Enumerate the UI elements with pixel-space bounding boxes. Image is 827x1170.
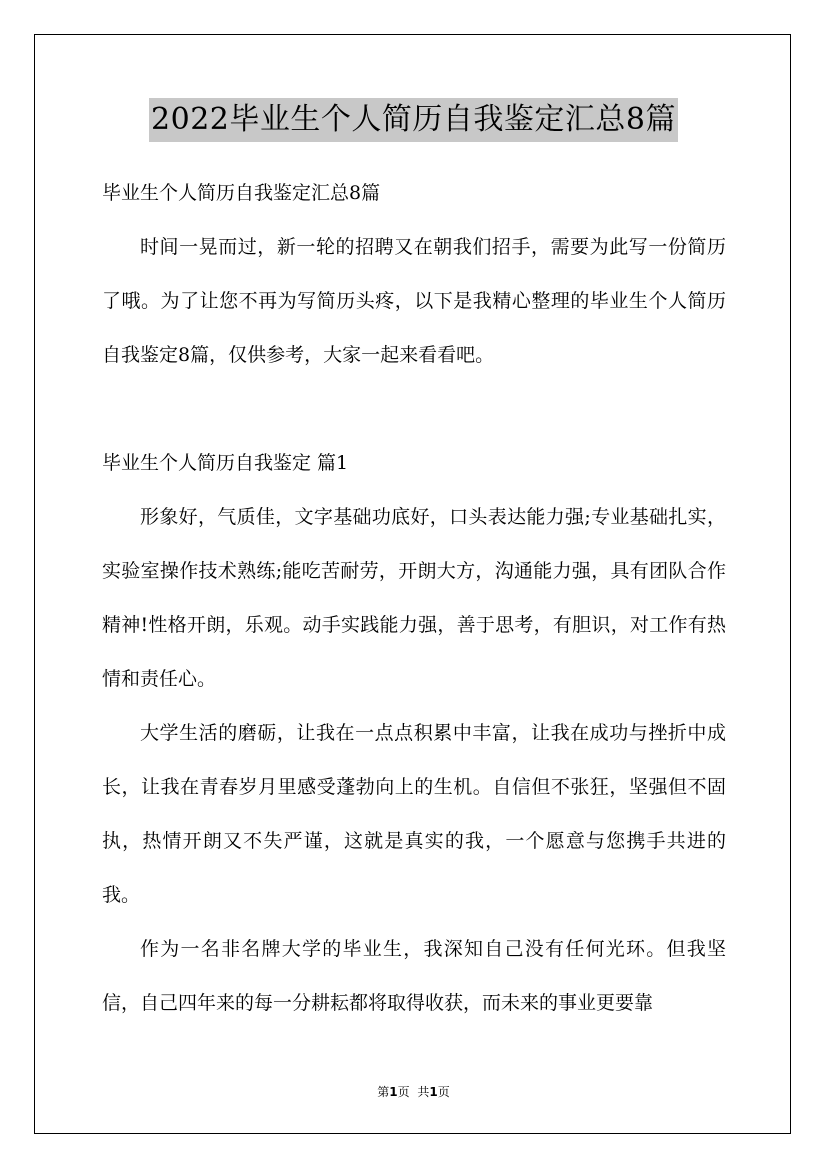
total-prefix: 共: [417, 1085, 430, 1099]
page-prefix: 第: [377, 1085, 390, 1099]
document-subtitle: 毕业生个人简历自我鉴定汇总8篇: [102, 182, 381, 204]
total-suffix: 页: [437, 1085, 450, 1099]
page-total: 1: [429, 1085, 438, 1099]
section-spacer: [102, 382, 726, 436]
intro-paragraph: 时间一晃而过，新一轮的招聘又在朝我们招手，需要为此写一份简历了哦。为了让您不再为写简历头疼，以下是我精心整理的毕业生个人简历自我鉴定8篇，仅供参考，大家一起来看看吧。: [102, 236, 726, 366]
document-title: 2022毕业生个人简历自我鉴定汇总8篇: [149, 98, 678, 142]
body-paragraph-2: 大学生活的磨砺，让我在一点点积累中丰富，让我在成功与挫折中成长，让我在青春岁月里感受蓬勃向上的生机。自信但不张狂，坚强但不固执，热情开朗又不失严谨，这就是真实的我，一个愿意与您携手共进的我。: [102, 722, 726, 906]
page-current: 1: [389, 1085, 398, 1099]
section-heading: 毕业生个人简历自我鉴定 篇1: [102, 452, 349, 474]
body-paragraph-3: 作为一名非名牌大学的毕业生，我深知自己没有任何光环。但我坚信，自己四年来的每一分耕耘都将取得收获，而未来的事业更要靠: [102, 938, 726, 1014]
page-suffix: 页: [397, 1085, 410, 1099]
title-container: [0, 98, 827, 142]
page-footer: [0, 1082, 827, 1102]
document-body: [102, 166, 726, 1030]
body-paragraph-1: 形象好，气质佳，文字基础功底好，口头表达能力强;专业基础扎实，实验室操作技术熟练;能吃苦耐劳，开朗大方，沟通能力强，具有团队合作精神!性格开朗，乐观。动手实践能力强，善于思考，有胆识，对工作有热情和责任心。: [102, 506, 726, 690]
